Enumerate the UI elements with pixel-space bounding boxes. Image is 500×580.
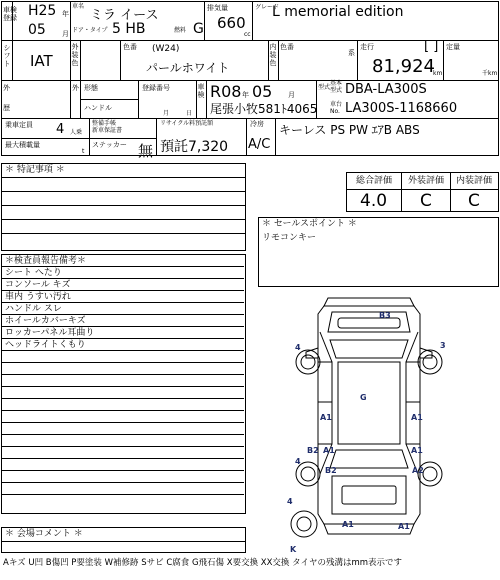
inspector-note-empty-row <box>2 483 244 495</box>
hood <box>328 312 410 332</box>
mileage-unit: km <box>433 70 443 77</box>
exterior-label: 外装色 <box>71 43 79 67</box>
max-load-unit: t <box>82 148 85 155</box>
overall-grade: 4.0 <box>360 191 388 211</box>
form-label: 形態 <box>84 84 98 92</box>
shift-label: シフト <box>3 44 11 68</box>
history-label: 歴 <box>3 104 10 112</box>
mark-tire-rl-bottom: 4 <box>287 497 293 506</box>
sticker-value: 無 <box>138 142 154 160</box>
mark-tire-fl: 4 <box>295 343 301 352</box>
mark-b2-left: B2 <box>307 446 319 455</box>
mark-a1-left-front: A1 <box>320 413 332 422</box>
sales-points-title: ＊ セールスポイント ＊ <box>262 219 357 229</box>
capacity-label: 定量 <box>446 43 460 51</box>
grade-label: グレード <box>255 4 280 11</box>
passenger-capacity-label: 乗車定員 <box>5 121 33 129</box>
interior-label: 内装色 <box>269 43 277 67</box>
door-type-label: ドア・タイプ <box>72 27 108 34</box>
shaken-label: 車検 登録 <box>3 6 17 22</box>
reg-day-label: 日 <box>186 110 193 117</box>
kei-label: 系 <box>348 49 355 57</box>
mark-a1-right-front: A1 <box>411 413 423 422</box>
mark-g-roof: G <box>360 393 367 402</box>
car-name: ミラ イース <box>90 8 159 23</box>
mark-a1-left-mid: A1 <box>323 446 335 455</box>
displacement-unit: cc <box>244 31 251 38</box>
interior-color-label: 色番 <box>280 43 294 51</box>
inspector-note-item: ホイールカバーキズ <box>2 315 244 327</box>
shaken-year: R08 <box>210 82 242 101</box>
inspector-note-empty-row <box>2 459 244 471</box>
sales-point-item: リモコンキー <box>262 233 317 243</box>
month-value: 05 <box>28 22 46 38</box>
recycle-label: リサイクル料預託額 <box>160 120 214 127</box>
mark-a1-rear-right: A1 <box>398 522 410 531</box>
door-right <box>406 362 420 444</box>
inspector-note-item: 車内 うすい汚れ <box>2 291 244 303</box>
max-load-label: 最大積載量 <box>5 141 40 149</box>
exterior-grade-label: 外装評価 <box>408 176 445 186</box>
inspector-note-empty-row <box>2 435 244 447</box>
windshield <box>330 340 408 358</box>
inspector-note-item: シート へたり <box>2 267 244 279</box>
passenger-capacity-unit: 人乗 <box>70 129 83 136</box>
ac-value: A/C <box>248 137 271 152</box>
sticker-label: ステッカー <box>92 141 127 149</box>
row3-outside-label: 外 <box>3 84 10 92</box>
door-left <box>318 362 332 444</box>
inspector-note-empty-row <box>2 375 244 387</box>
mark-b2-left-rear: B2 <box>325 466 337 475</box>
shaken-month: 05 <box>252 82 273 101</box>
displacement-label: 排気量 <box>207 4 228 12</box>
color-code: (W24) <box>152 44 180 54</box>
passenger-capacity: 4 <box>56 122 65 137</box>
inspector-notes-title: ＊検査員報告備考＊ <box>2 255 244 267</box>
mark-tire-rl-top: 4 <box>295 457 301 466</box>
inspector-note-empty-row <box>2 387 244 399</box>
hood-inner <box>338 318 400 328</box>
special-notes-title: ＊ 特記事項 ＊ <box>5 165 65 175</box>
inspector-note-empty-row <box>2 447 244 459</box>
ac-label: 冷房 <box>250 120 264 128</box>
chassis-label: 車台 No. <box>330 101 343 115</box>
model: DBA-LA300S <box>345 82 427 97</box>
model-label: 型式 <box>318 84 331 91</box>
trunk-inner <box>342 486 396 504</box>
car-body-outline <box>318 306 420 524</box>
recycle-value: 預託7,320 <box>160 139 229 155</box>
mark-a1-rear-center: A1 <box>342 520 354 529</box>
color-label: 色番 <box>123 43 137 51</box>
wheel-front-right <box>418 350 442 374</box>
inspector-note-empty-row <box>2 471 244 483</box>
car-damage-diagram <box>284 292 454 556</box>
grade: L memorial edition <box>272 4 404 20</box>
door-type: 5 HB <box>112 21 146 37</box>
fuel: G <box>193 21 204 37</box>
mark-k-bottom: K <box>290 545 297 554</box>
inspector-note-empty-row <box>2 363 244 375</box>
shaken-month-suffix: 月 <box>288 91 295 99</box>
shaken-label-2: 車検 <box>197 83 205 99</box>
inspector-note-empty-row <box>2 399 244 411</box>
plate: 尾張小牧581ﾄ4065 <box>210 102 318 116</box>
venue-comment-title: ＊ 会場コメント ＊ <box>5 529 83 539</box>
chassis: LA300S-1168660 <box>345 101 458 116</box>
inspector-note-item: ロッカーパネル耳曲り <box>2 327 244 339</box>
inspector-note-item: ハンドル スレ <box>2 303 244 315</box>
shaken-year-suffix: 年 <box>242 91 249 99</box>
interior-grade: C <box>468 191 480 211</box>
handle-label: ハンドル <box>84 104 112 112</box>
overall-grade-label: 総合評価 <box>356 176 393 186</box>
reg-month-label: 月 <box>163 110 170 117</box>
year-value: H25 <box>28 3 57 19</box>
maintenance-label: 整備手帳 新車保証書 <box>92 120 123 134</box>
inspector-note-empty-row <box>2 495 244 507</box>
year-suffix: 年 <box>62 10 69 18</box>
inspector-note-empty-row <box>2 411 244 423</box>
inspector-note-item: ヘッドライトくもり <box>2 339 244 351</box>
capacity-unit: 千km <box>482 70 498 77</box>
inspector-note-empty-row <box>2 423 244 435</box>
trunk <box>332 476 406 514</box>
color-name: パールホワイト <box>146 61 230 75</box>
mark-a2-right-rear: A2 <box>412 466 424 475</box>
mark-b3-top: B3 <box>379 311 391 320</box>
fuel-label: 燃料 <box>174 27 187 34</box>
basic-model-label: 基本 型式 <box>330 80 343 94</box>
mileage-label: 走行 <box>360 43 374 51</box>
reg-label: 登録番号 <box>142 84 170 92</box>
displacement: 660 <box>217 14 246 32</box>
car-name-label: 車名 <box>72 3 85 10</box>
spare-tire <box>291 511 317 537</box>
rear-window <box>330 450 408 468</box>
interior-grade-label: 内装評価 <box>456 176 493 186</box>
inspector-note-item: コンソール キズ <box>2 279 244 291</box>
mark-tire-fr: 3 <box>440 341 446 350</box>
front-bumper <box>324 298 414 306</box>
mark-a1-right-mid: A1 <box>411 446 423 455</box>
inspector-note-empty-row <box>2 351 244 363</box>
mileage: 81,924 <box>372 56 435 77</box>
outside-label: 外 <box>72 84 79 92</box>
damage-legend: Aキズ U凹 B傷凹 P要塗装 W補修跡 Sサビ C腐食 G飛石傷 X要交換 XX交換 タイヤの残溝はmm表示です <box>3 558 403 568</box>
exterior-grade: C <box>420 191 432 211</box>
equipment: キーレス PS PW ｴｱB ABS <box>279 123 420 137</box>
shift: IAT <box>30 52 53 70</box>
roof <box>338 362 400 444</box>
wheel-front-left <box>296 350 320 374</box>
month-suffix: 月 <box>62 30 69 38</box>
mileage-bracket: [ ] <box>424 39 439 54</box>
